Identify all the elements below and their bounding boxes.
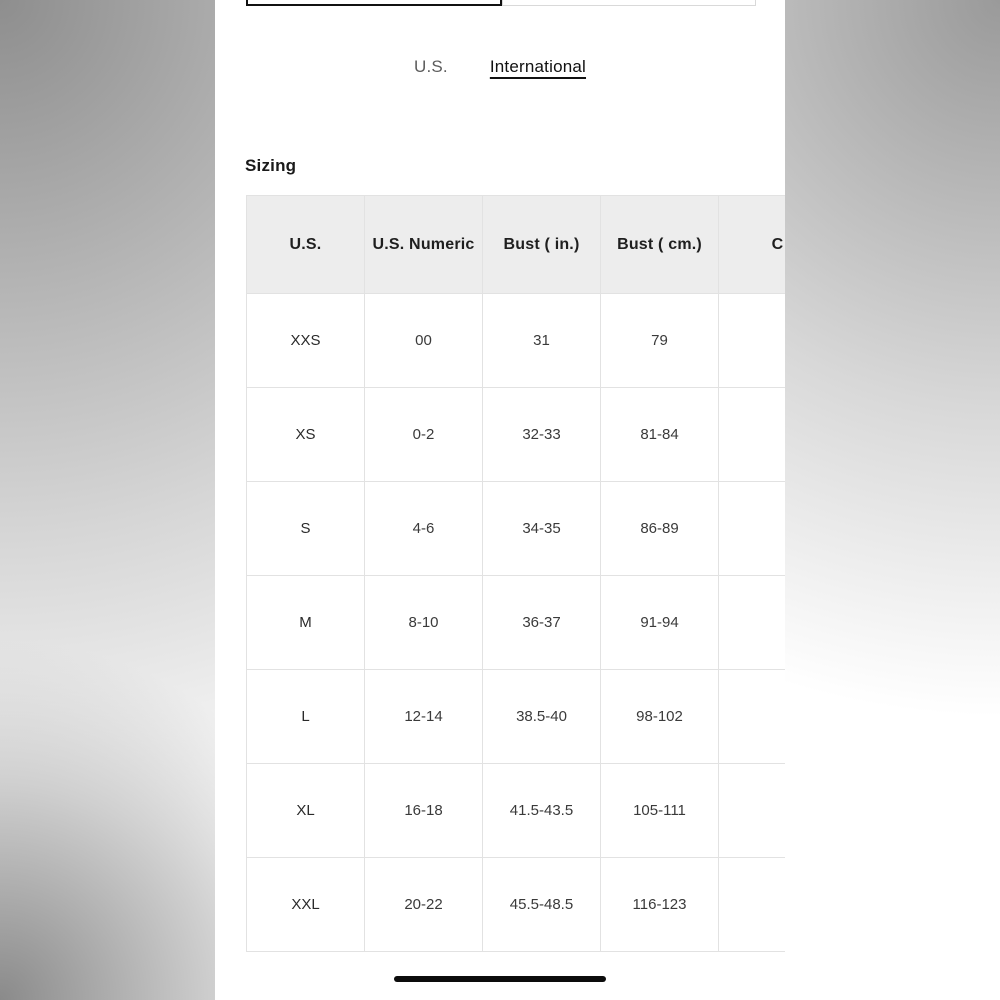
cell-size-label: S [247, 482, 365, 576]
top-tab-row [246, 0, 756, 6]
cell-bust-in: 45.5-48.5 [483, 858, 601, 952]
unit-option-international[interactable]: International [489, 57, 587, 76]
cell-us-numeric: 4-6 [365, 482, 483, 576]
cell-bust-in: 38.5-40 [483, 670, 601, 764]
table-row [247, 294, 786, 388]
table-row [247, 482, 786, 576]
sizing-table [246, 195, 785, 952]
unit-option-us[interactable]: U.S. [413, 57, 448, 76]
cell-bust-cm: 91-94 [601, 576, 719, 670]
table-row [247, 576, 786, 670]
cell-size-label: L [247, 670, 365, 764]
backdrop-right-gradient [780, 0, 1000, 1000]
column-header-partial: C [719, 196, 786, 294]
column-header-us-numeric: U.S. Numeric [365, 196, 483, 294]
cell-bust-cm: 105-111 [601, 764, 719, 858]
table-row [247, 858, 786, 952]
cell-us-numeric: 8-10 [365, 576, 483, 670]
backdrop-bottom-left-gradient [0, 580, 230, 1000]
table-header-row [247, 196, 786, 294]
table-row [247, 388, 786, 482]
cell-size-label: M [247, 576, 365, 670]
cell-partial [719, 764, 786, 858]
column-header-bust-cm: Bust ( cm.) [601, 196, 719, 294]
cell-bust-cm: 86-89 [601, 482, 719, 576]
cell-bust-cm: 98-102 [601, 670, 719, 764]
cell-size-label: XXS [247, 294, 365, 388]
cell-bust-in: 34-35 [483, 482, 601, 576]
cell-partial [719, 670, 786, 764]
cell-bust-cm: 81-84 [601, 388, 719, 482]
column-header-bust-in: Bust ( in.) [483, 196, 601, 294]
cell-size-label: XS [247, 388, 365, 482]
home-indicator[interactable] [394, 976, 606, 982]
table-row [247, 670, 786, 764]
cell-bust-cm: 79 [601, 294, 719, 388]
cell-us-numeric: 0-2 [365, 388, 483, 482]
cell-partial [719, 482, 786, 576]
cell-size-label: XL [247, 764, 365, 858]
cell-us-numeric: 12-14 [365, 670, 483, 764]
cell-bust-in: 41.5-43.5 [483, 764, 601, 858]
sizing-table-container [246, 195, 785, 952]
cell-partial [719, 576, 786, 670]
table-row [247, 764, 786, 858]
cell-us-numeric: 00 [365, 294, 483, 388]
cell-us-numeric: 16-18 [365, 764, 483, 858]
cell-bust-cm: 116-123 [601, 858, 719, 952]
tab-size-chart[interactable] [246, 0, 502, 6]
cell-bust-in: 32-33 [483, 388, 601, 482]
cell-bust-in: 36-37 [483, 576, 601, 670]
column-header-us: U.S. [247, 196, 365, 294]
section-title-sizing: Sizing [245, 156, 297, 175]
cell-partial [719, 294, 786, 388]
cell-size-label: XXL [247, 858, 365, 952]
cell-partial [719, 388, 786, 482]
cell-partial [719, 858, 786, 952]
cell-us-numeric: 20-22 [365, 858, 483, 952]
unit-toggle [215, 57, 785, 77]
cell-bust-in: 31 [483, 294, 601, 388]
phone-screenshot-panel [215, 0, 785, 1000]
tab-how-to-measure[interactable] [502, 0, 756, 6]
